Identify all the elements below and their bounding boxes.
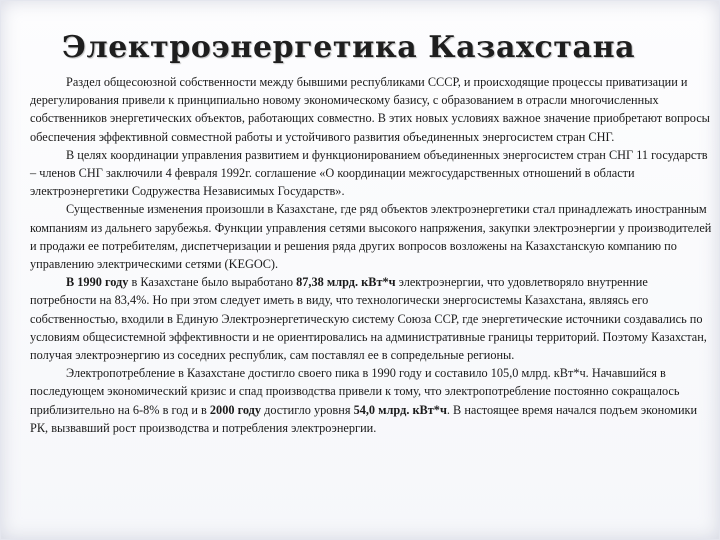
text-segment: электроэнергии, что удовлетворяло внутренние потребности на 83,4%. Но при этом следует иметь в виду, что технологически энергосистемы Казахстана, являясь его собственностью, входили в Единую Электроэнергетическую систему Союза ССР, где энергетические источники создавались по условиям общесистемной эффективности и не ориентировались на административные границы территорий. Поэтому Казахстан, получая электроэнергию из соседних республик, сам поставлял ее в сопредельные регионы. [30, 275, 707, 363]
paragraph-4 [30, 273, 716, 364]
slide-title: Электроэнергетика Казахстана [62, 30, 636, 65]
text-segment: Существенные изменения произошли в Казахстане, где ряд объектов электроэнергетики стал принадлежать иностранным компаниям из дальнего зарубежья. Функции управления сетями высокого напряжения, закупки электроэнергии у производителей и продажи ее потребителям, диспетчеризации и решения ряда других вопросов возложены на Казахстанскую компанию по управлению электрическими сетями (KEGOC). [30, 202, 712, 272]
bold-year-1990: В 1990 году [66, 275, 129, 290]
text-segment: Электропотребление в Казахстане достигло своего пика в 1990 году и составило 105,0 млрд. кВт*ч. Начавшийся в последующем экономический кризис и спад производства привели к тому, что электропотребление постоянно сокращалось приблизительно на 6-8% в год и в [30, 366, 680, 417]
paragraph-1 [30, 73, 716, 146]
text-segment: Раздел общесоюзной собственности между бывшими республиками СССР, и происходящие процессы приватизации и дерегулирования привели к принципиально новому экономическому базису, с образованием в отрасли многочисленных собственников энергетических объектов, работающих совместно. В этих новых условиях важное значение приобретают вопросы обеспечения эффективной совместной работы и устойчивого развития объединенных энергосистем стран СНГ. [30, 75, 710, 144]
text-segment: достигло уровня [261, 402, 354, 417]
paragraph-3 [30, 200, 716, 273]
text-segment: . В настоящее время начался подъем экономики РК, вызвавший рост производства и потребления электроэнергии. [30, 402, 698, 435]
text-segment: в Казахстане было выработано [128, 275, 297, 290]
text-segment: В целях координации управления развитием и функционированием объединенных энергосистем стран СНГ 11 государств – членов СНГ заключили 4 февраля 1992г. соглашение «О координации межгосударственных отношений в области электроэнергетики Содружества Независимых Государств». [30, 147, 708, 199]
bold-consumption-value: 54,0 млрд. кВт*ч [353, 402, 447, 417]
bold-production-value: 87,38 млрд. кВт*ч [296, 275, 396, 290]
bold-year-2000: 2000 году [209, 402, 262, 417]
paragraph-5 [30, 364, 716, 437]
slide-body [30, 73, 716, 437]
paragraph-2 [30, 146, 716, 201]
